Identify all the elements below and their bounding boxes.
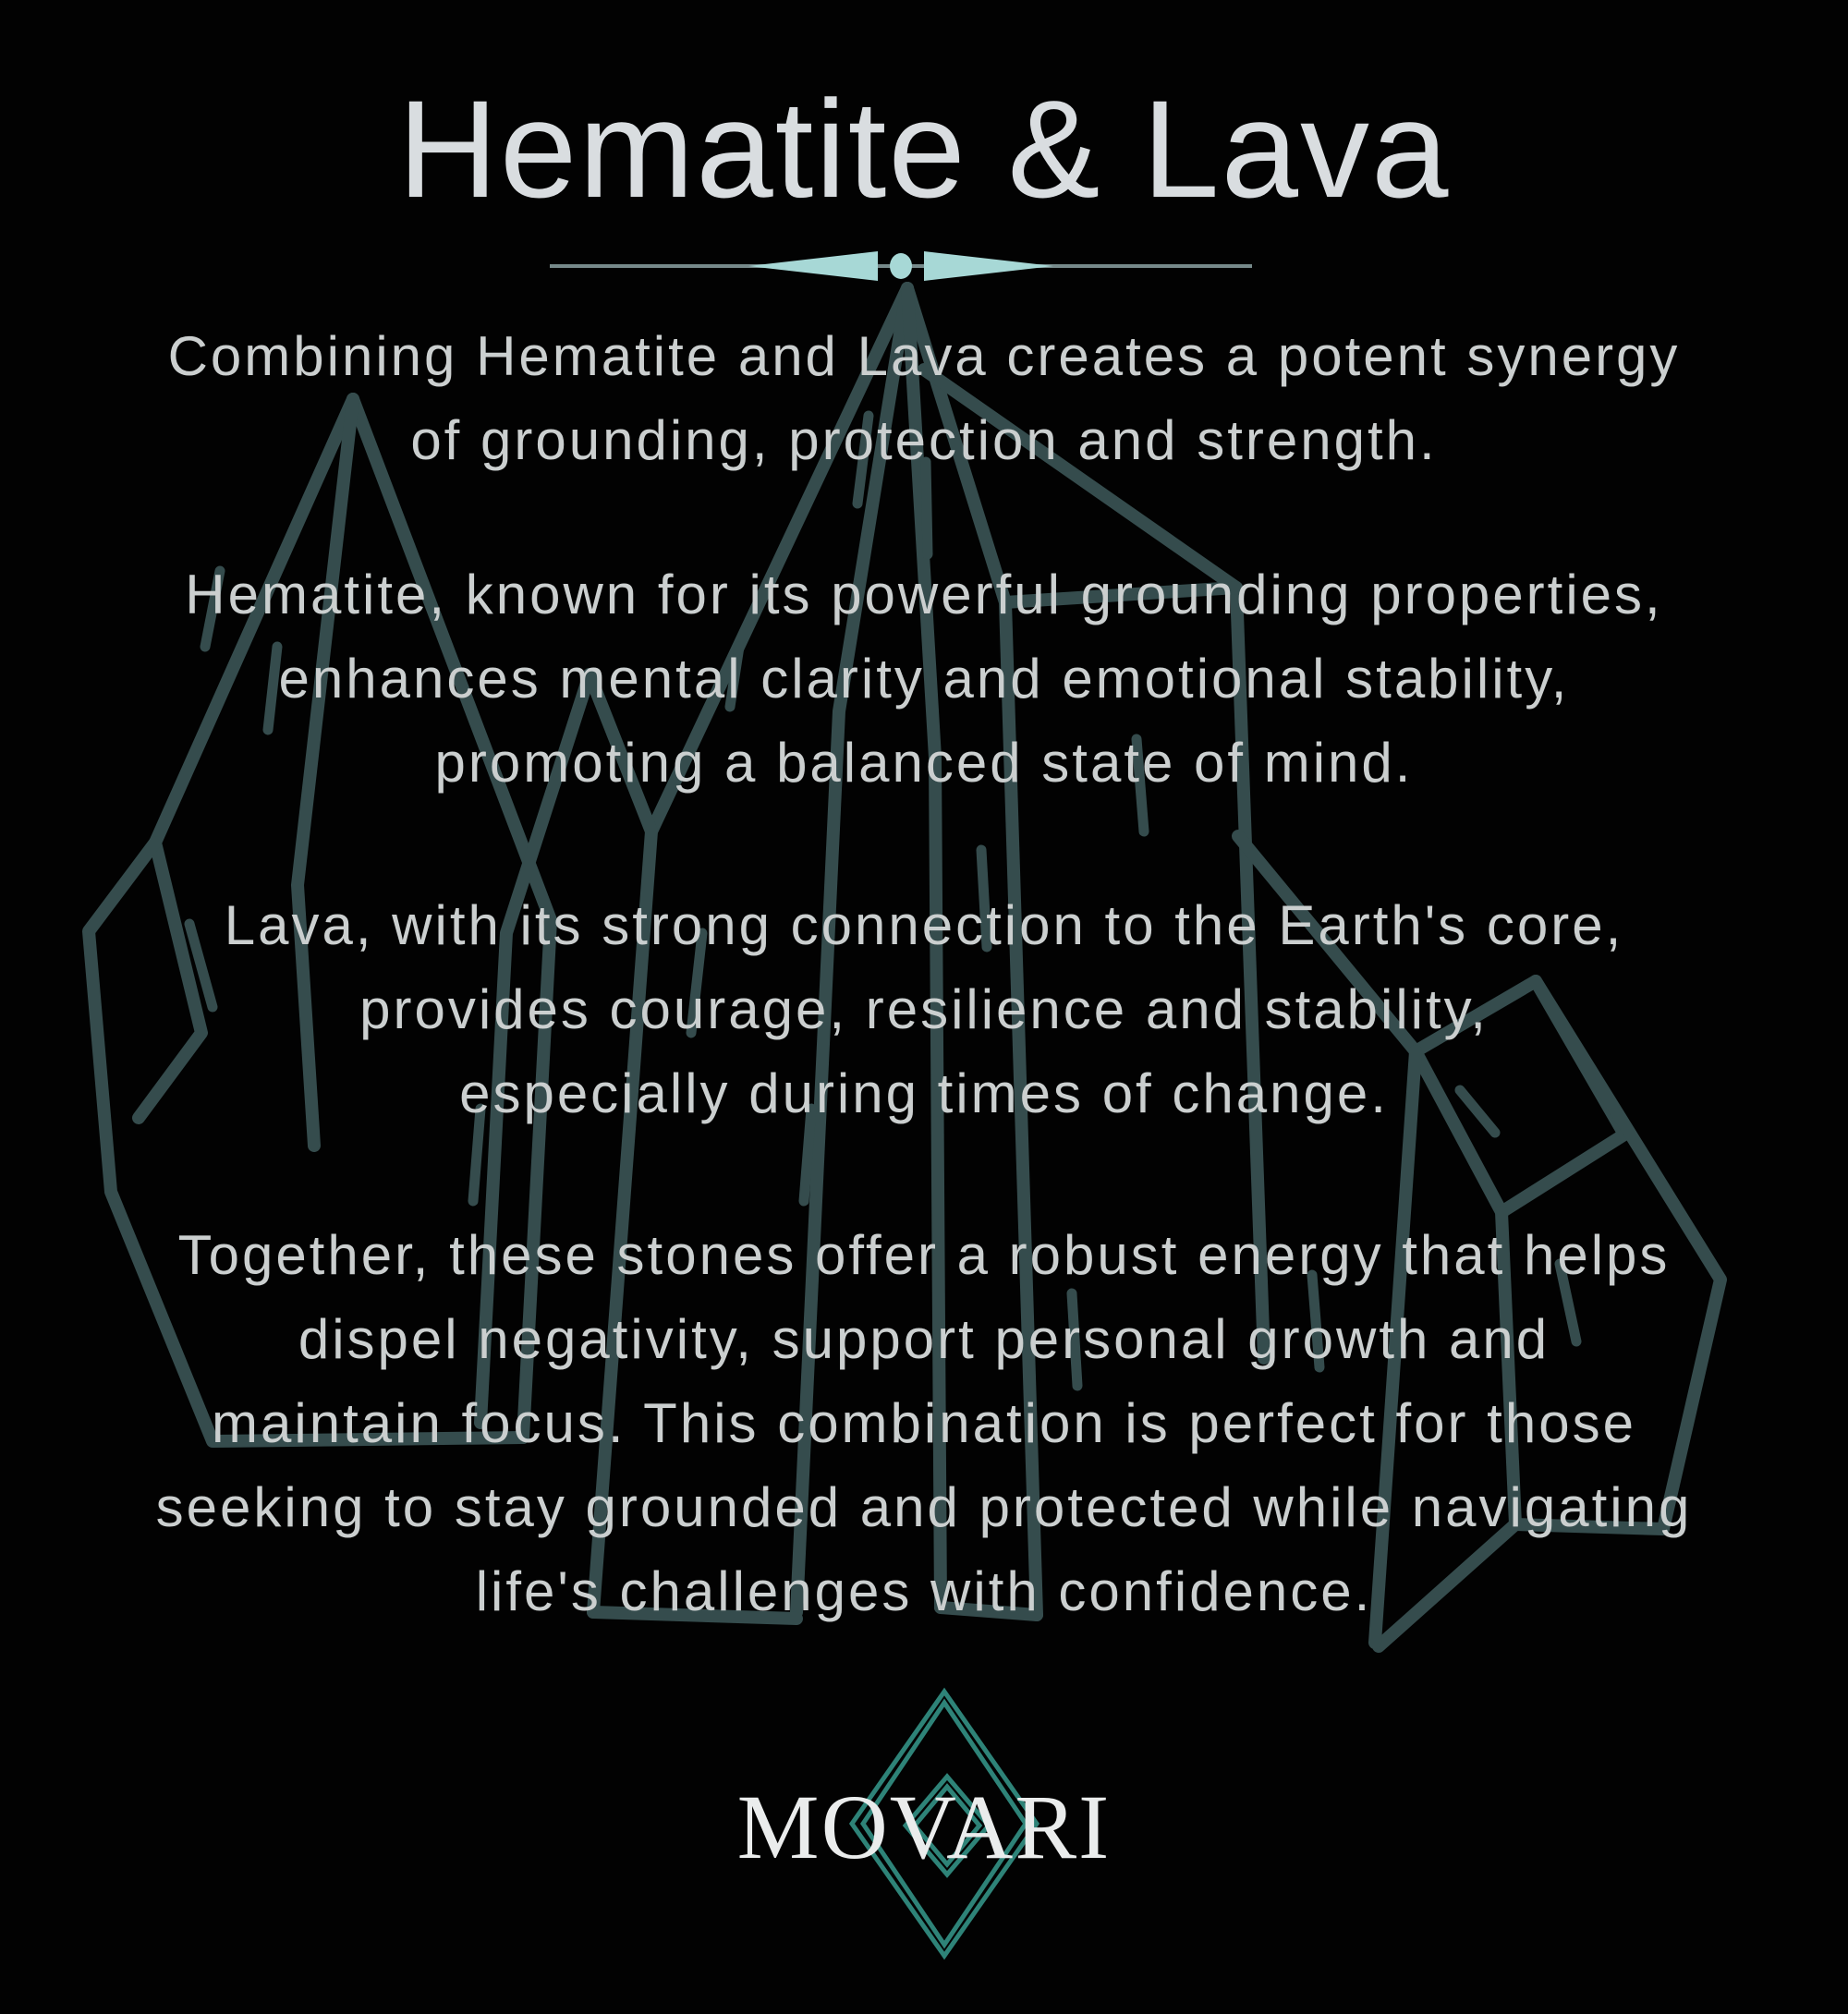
page-title: Hematite & Lava — [397, 71, 1451, 226]
paragraph-hematite: Hematite, known for its powerful grounding properties, enhances mental clarity and emotional stability, promoting a balanced state of mind. — [185, 564, 1663, 794]
paragraph-synergy: Combining Hematite and Lava creates a potent synergy of grounding, protection and strength. — [167, 325, 1681, 471]
brand-name: MOVARI — [736, 1776, 1112, 1878]
divider-ornament-icon — [550, 246, 1252, 286]
brand-logo — [0, 1654, 1848, 2014]
paragraph-together: Together, these stones offer a robust energy that helps dispel negativity, support personal growth and maintain focus. This combination is perfect for those seeking to stay grounded and protected while navigating life's challenges with confidence. — [155, 1224, 1693, 1622]
paragraph-lava: Lava, with its strong connection to the Earth's core, provides courage, resilience and stability, especially during times of change. — [224, 894, 1624, 1124]
